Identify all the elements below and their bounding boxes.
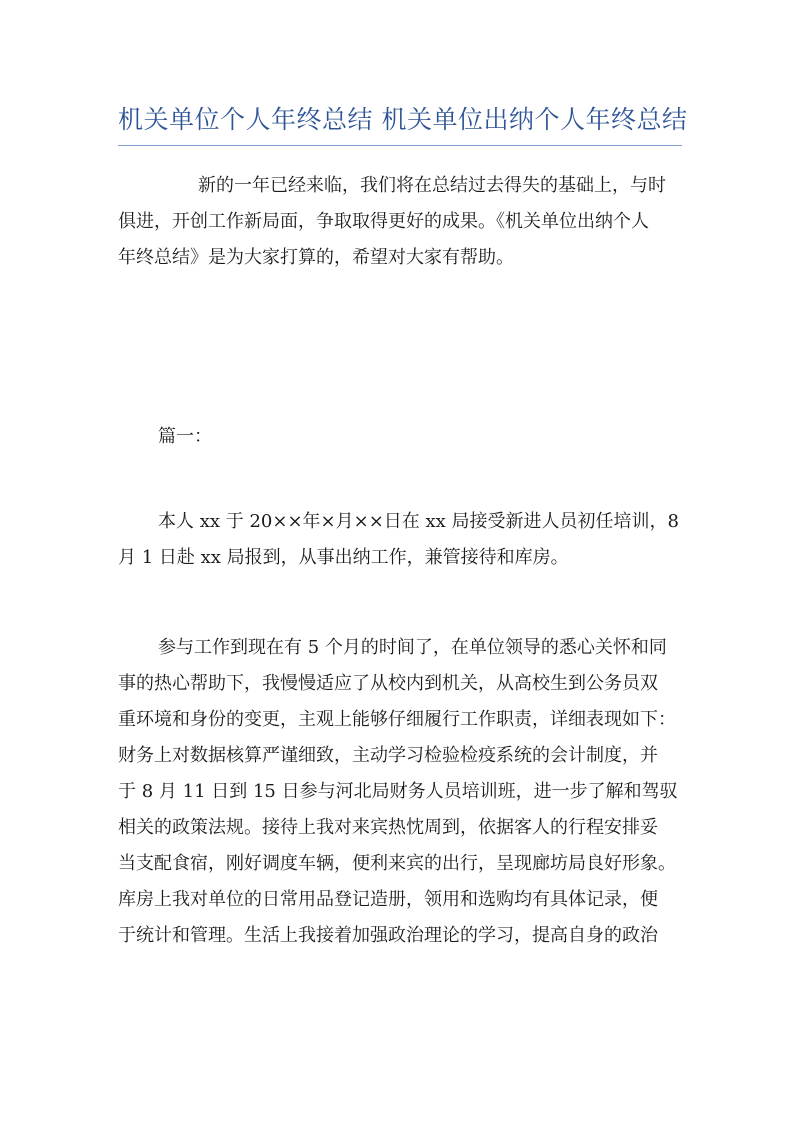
intro-paragraph [118,168,682,276]
title-underline [118,145,682,146]
paragraph-2-line-8: 库房上我对单位的日常用品登记造册，领用和选购均有具体记录，便 [118,889,658,910]
paragraph-2-line-4: 财务上对数据核算严谨细致，主动学习检验检疫系统的会计制度，并 [118,745,658,766]
paragraph-1-line-2: 月 1 日赴 xx 局报到，从事出纳工作，兼管接待和库房。 [118,547,569,568]
paragraph-2 [118,630,682,954]
paragraph-2-line-3: 重环境和身份的变更，主观上能够仔细履行工作职责，详细表现如下： [118,709,676,730]
paragraph-2-line-5: 于 8 月 11 日到 15 日参与河北局财务人员培训班，进一步了解和驾驭 [118,781,678,802]
section-heading-text: 篇一： [158,426,212,447]
paragraph-2-line-6: 相关的政策法规。接待上我对来宾热忱周到，依据客人的行程安排妥 [118,817,658,838]
paragraph-2-line-7: 当支配食宿，刚好调度车辆，便利来宾的出行，呈现廊坊局良好形象。 [118,853,676,874]
paragraph-2-line-9: 于统计和管理。生活上我接着加强政治理论的学习，提高自身的政治 [118,925,658,946]
paragraph-2-line-1: 参与工作到现在有 5 个月的时间了，在单位领导的悉心关怀和同 [158,637,667,658]
section-heading [118,419,682,455]
paragraph-1-line-1: 本人 xx 于 20××年×月××日在 xx 局接受新进人员初任培训，8 [158,511,679,532]
intro-line-3: 年终总结》是为大家打算的，希望对大家有帮助。 [118,247,514,268]
paragraph-2-line-2: 事的热心帮助下，我慢慢适应了从校内到机关，从高校生到公务员双 [118,673,658,694]
intro-line-2: 俱进，开创工作新局面，争取取得更好的成果。《机关单位出纳个人 [118,211,649,232]
paragraph-1 [118,504,682,576]
intro-line-1: 新的一年已经来临，我们将在总结过去得失的基础上，与时 [198,175,666,196]
document-title: 机关单位个人年终总结 机关单位出纳个人年终总结 [118,105,688,134]
